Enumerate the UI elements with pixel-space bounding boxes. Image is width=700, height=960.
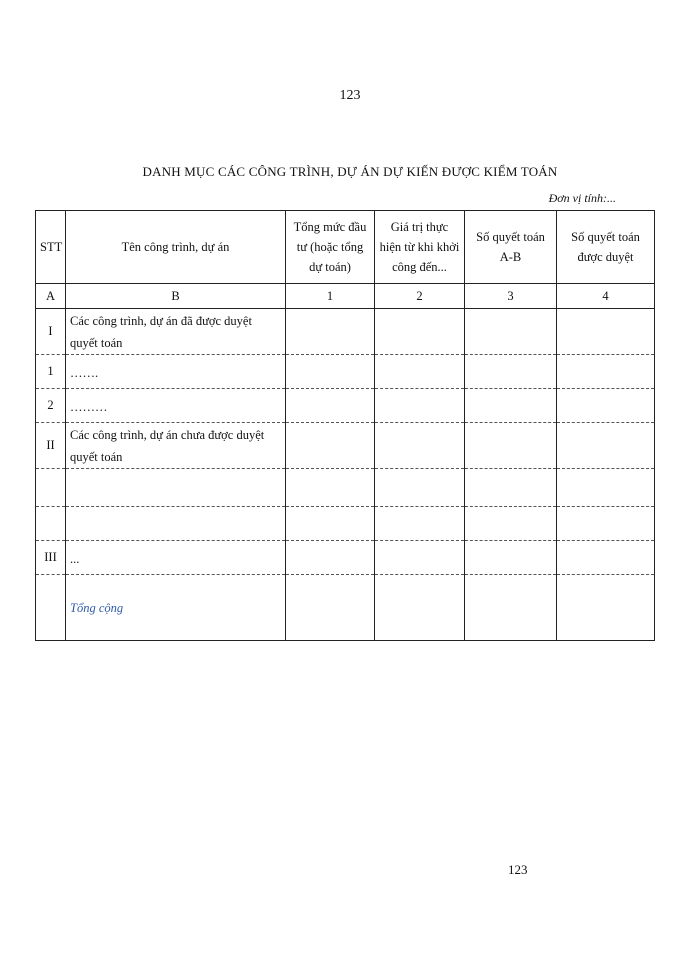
cell bbox=[557, 355, 655, 389]
total-row bbox=[36, 575, 655, 641]
cell bbox=[557, 423, 655, 469]
cell bbox=[557, 469, 655, 507]
row-stt: I bbox=[36, 309, 66, 355]
page-number-bottom: 123 bbox=[508, 862, 528, 877]
header-stt: STT bbox=[36, 211, 66, 284]
cell bbox=[375, 423, 465, 469]
cell bbox=[286, 507, 375, 541]
cell bbox=[286, 575, 375, 641]
cell bbox=[286, 355, 375, 389]
table-row bbox=[36, 355, 655, 389]
cell bbox=[286, 389, 375, 423]
cell bbox=[465, 575, 557, 641]
table-row bbox=[36, 507, 655, 541]
column-code: 4 bbox=[557, 284, 655, 309]
cell bbox=[375, 541, 465, 575]
header-total-investment: Tổng mức đầu tư (hoặc tổng dự toán) bbox=[286, 211, 375, 284]
cell bbox=[375, 389, 465, 423]
header-approved-settlement: Số quyết toán được duyệt bbox=[557, 211, 655, 284]
cell bbox=[465, 507, 557, 541]
cell bbox=[375, 469, 465, 507]
column-code: A bbox=[36, 284, 66, 309]
document-title: DANH MỤC CÁC CÔNG TRÌNH, DỰ ÁN DỰ KIẾN ĐƯỢC KIỂM TOÁN bbox=[142, 164, 558, 179]
row-stt: II bbox=[36, 423, 66, 469]
row-name: ……… bbox=[66, 389, 286, 423]
header-row bbox=[36, 211, 655, 284]
row-stt: 1 bbox=[36, 355, 66, 389]
cell bbox=[286, 469, 375, 507]
table-row bbox=[36, 423, 655, 469]
cell bbox=[286, 423, 375, 469]
row-stt: III bbox=[36, 541, 66, 575]
row-stt bbox=[36, 469, 66, 507]
cell bbox=[375, 309, 465, 355]
row-name: Các công trình, dự án đã được duyệt quyết toán bbox=[66, 309, 286, 355]
column-code-row bbox=[36, 284, 655, 309]
column-code: 3 bbox=[465, 284, 557, 309]
cell bbox=[557, 541, 655, 575]
page-number-top: 123 bbox=[339, 88, 361, 103]
cell bbox=[465, 541, 557, 575]
cell bbox=[557, 389, 655, 423]
cell bbox=[465, 309, 557, 355]
cell bbox=[465, 423, 557, 469]
row-stt bbox=[36, 507, 66, 541]
row-stt bbox=[36, 575, 66, 641]
cell bbox=[557, 575, 655, 641]
table-row bbox=[36, 469, 655, 507]
row-name: ... bbox=[66, 541, 286, 575]
total-label: Tổng cộng bbox=[66, 575, 286, 641]
cell bbox=[465, 469, 557, 507]
column-code: 1 bbox=[286, 284, 375, 309]
column-code: B bbox=[66, 284, 286, 309]
table-row bbox=[36, 309, 655, 355]
header-project-name: Tên công trình, dự án bbox=[66, 211, 286, 284]
cell bbox=[375, 575, 465, 641]
cell bbox=[286, 309, 375, 355]
row-name: Các công trình, dự án chưa được duyệt quyết toán bbox=[66, 423, 286, 469]
row-name: ……. bbox=[66, 355, 286, 389]
header-settlement-ab: Số quyết toán A-B bbox=[465, 211, 557, 284]
row-name bbox=[66, 469, 286, 507]
header-implemented-value: Giá trị thực hiện từ khi khởi công đến... bbox=[375, 211, 465, 284]
table-row bbox=[36, 541, 655, 575]
cell bbox=[465, 389, 557, 423]
table-row bbox=[36, 389, 655, 423]
cell bbox=[557, 309, 655, 355]
column-code: 2 bbox=[375, 284, 465, 309]
unit-label: Đơn vị tính:... bbox=[548, 191, 616, 205]
cell bbox=[557, 507, 655, 541]
cell bbox=[465, 355, 557, 389]
cell bbox=[286, 541, 375, 575]
project-table bbox=[35, 210, 655, 641]
row-name bbox=[66, 507, 286, 541]
row-stt: 2 bbox=[36, 389, 66, 423]
cell bbox=[375, 507, 465, 541]
cell bbox=[375, 355, 465, 389]
